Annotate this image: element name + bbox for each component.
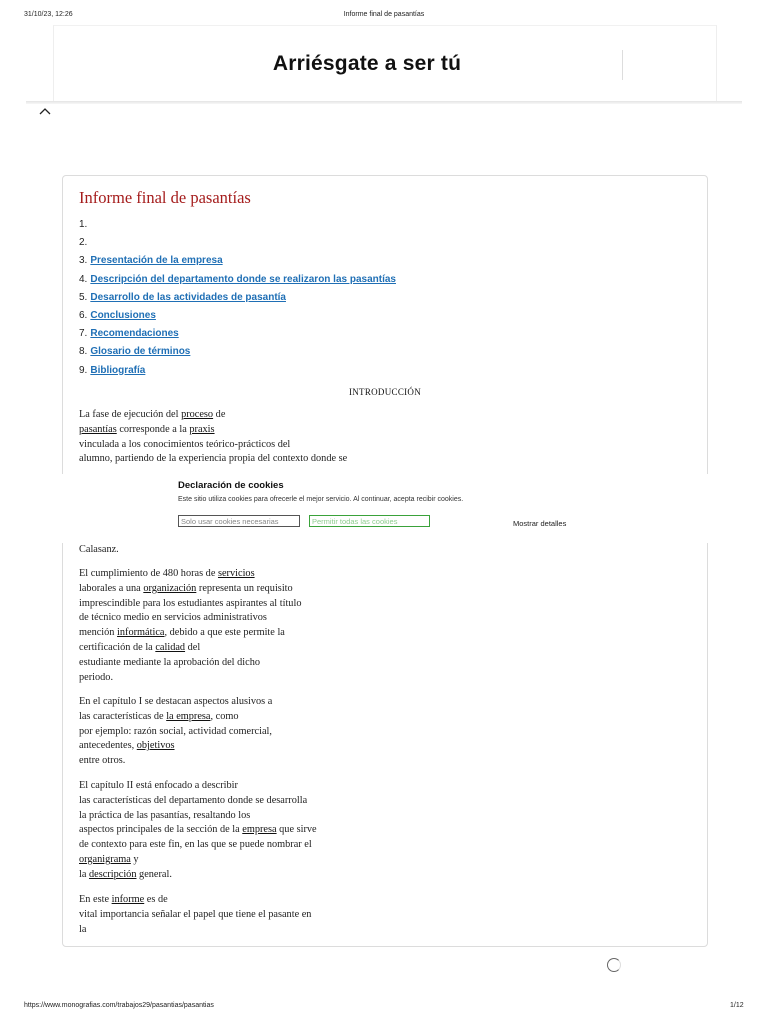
table-of-contents: [79, 216, 396, 380]
print-datetime: 31/10/23, 12:26: [24, 11, 73, 18]
toc-item: [79, 271, 396, 289]
allow-all-cookies-button[interactable]: Permitir todas las cookies: [309, 515, 430, 527]
loading-spinner-icon: [607, 958, 621, 972]
toc-number: 2.: [79, 237, 88, 249]
introduction-heading: INTRODUCCIÓN: [348, 387, 422, 397]
toc-item: [79, 362, 396, 380]
cookie-banner: [0, 474, 768, 543]
toc-number: 7.: [79, 328, 88, 340]
toc-link[interactable]: Glosario de términos: [90, 346, 191, 358]
paragraph: El capítulo II está enfocado a describir las características del departamento donde se desarrolla la práctica de las pasantías, resaltando los aspectos principales de la sección de la empresa que sirve de contexto para este fin, en las que se puede nombrar el organigrama y la descripción general.: [79, 780, 317, 880]
toc-number: 3.: [79, 255, 88, 267]
toc-link[interactable]: Presentación de la empresa: [90, 255, 223, 267]
chevron-up-icon: [36, 104, 54, 118]
print-title: Informe final de pasantías: [343, 11, 425, 18]
toc-item: [79, 307, 396, 325]
page-number: 1/12: [730, 1002, 744, 1009]
keyword-link[interactable]: pasantías: [79, 423, 117, 435]
toc-item: [79, 343, 396, 361]
document-card: [62, 175, 708, 947]
paragraph: Calasanz.: [79, 544, 119, 555]
show-details-link[interactable]: Mostrar detalles: [513, 519, 567, 528]
keyword-link[interactable]: organización: [143, 582, 197, 594]
toc-link[interactable]: Bibliografía: [90, 364, 146, 376]
toc-number: 4.: [79, 273, 88, 285]
toc-item: [79, 289, 396, 307]
keyword-link[interactable]: la empresa: [166, 710, 211, 722]
cookie-title: Declaración de cookies: [178, 480, 284, 491]
keyword-link[interactable]: empresa: [242, 824, 277, 836]
toc-number: 8.: [79, 346, 88, 358]
keyword-link[interactable]: informe: [111, 894, 145, 905]
keyword-link[interactable]: informática: [117, 627, 165, 639]
toc-item: [79, 252, 396, 270]
toc-number: 6.: [79, 309, 88, 321]
keyword-link[interactable]: servicios: [217, 568, 255, 579]
banner-shadow: [26, 101, 742, 104]
keyword-link[interactable]: descripción: [89, 868, 137, 880]
toc-link[interactable]: Recomendaciones: [90, 328, 179, 340]
toc-number: 9.: [79, 364, 88, 376]
necessary-cookies-button[interactable]: Solo usar cookies necesarias: [178, 515, 300, 527]
banner-text: Arriésgate a ser tú: [272, 52, 462, 75]
print-url: https://www.monografias.com/trabajos29/pasantias/pasantias: [24, 1002, 214, 1009]
banner-divider: [622, 50, 623, 80]
toc-link[interactable]: Conclusiones: [90, 309, 156, 321]
paragraph: En este informe es de vital importancia señalar el papel que tiene el pasante en la: [79, 894, 312, 935]
paragraph: La fase de ejecución del proceso de pasantías corresponde a la praxis vinculada a los conocimientos teórico-prácticos del alumno, partiendo de la experiencia propia del contexto donde se: [79, 409, 348, 465]
toc-item: [79, 325, 396, 343]
keyword-link[interactable]: proceso: [181, 409, 214, 420]
cookie-text: Este sitio utiliza cookies para ofrecerle el mejor servicio. Al continuar, acepta recibir cookies.: [178, 496, 464, 503]
document-title: Informe final de pasantías: [79, 188, 251, 207]
toc-number: 5.: [79, 291, 88, 303]
paragraph: En el capítulo I se destacan aspectos alusivos a las características de la empresa, como por ejemplo: razón social, actividad comercial, antecedentes, objetivos entre otros.: [79, 696, 273, 767]
keyword-link[interactable]: calidad: [155, 641, 186, 653]
keyword-link[interactable]: praxis: [189, 423, 215, 435]
toc-item: [79, 216, 396, 234]
keyword-link[interactable]: organigrama: [79, 853, 131, 865]
toc-item: [79, 234, 396, 252]
toc-link[interactable]: Descripción del departamento donde se realizaron las pasantías: [90, 273, 396, 285]
keyword-link[interactable]: objetivos: [136, 740, 175, 752]
toc-link[interactable]: Desarrollo de las actividades de pasantía: [90, 291, 286, 303]
paragraph: El cumplimiento de 480 horas de servicios laborales a una organización representa un requisito imprescindible para los estudiantes aspirantes al título de técnico medio en servicios administrativos mención informática, debido a que este permite la certificación de la calidad del estudiante mediante la aprobación del dicho periodo.: [79, 568, 302, 683]
toc-number: 1.: [79, 219, 88, 230]
collapse-banner-button[interactable]: [36, 104, 54, 118]
ad-banner[interactable]: [53, 25, 717, 101]
